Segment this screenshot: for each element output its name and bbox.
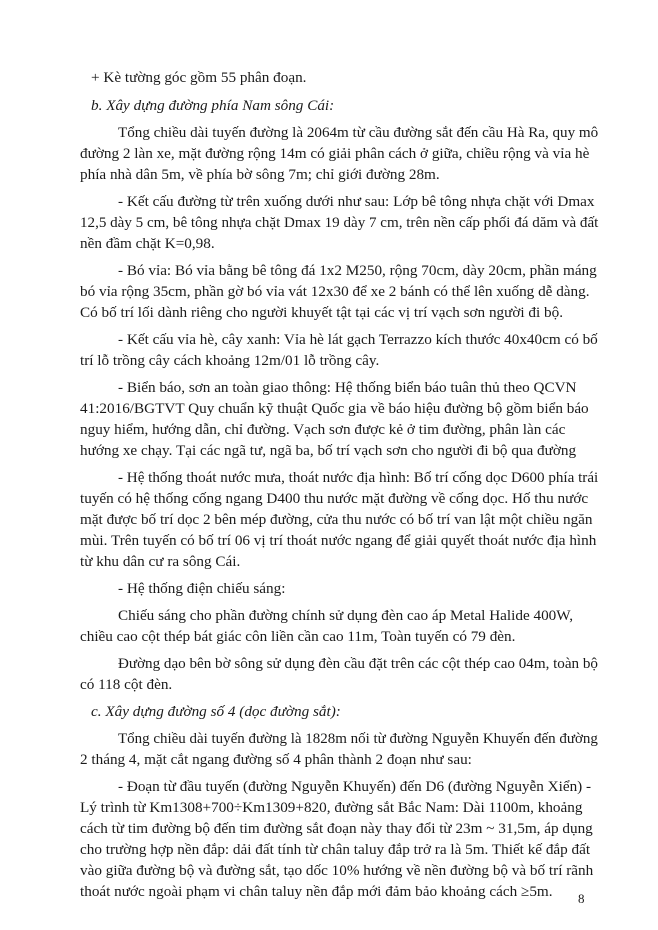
text-line: Có bố trí lối dành riêng cho người khuyết tật tại các vị trí vạch sơn người đi bộ. bbox=[80, 304, 564, 321]
text-line: hướng xe chạy. Tại các ngã tư, ngã ba, bố trí vạch sơn cho người đi bộ qua đường bbox=[80, 442, 577, 459]
text-line: 41:2016/BGTVT Quy chuẩn kỹ thuật Quốc gia về báo hiệu đường bộ gồm biển báo bbox=[80, 400, 589, 417]
section-heading: c. Xây dựng đường số 4 (dọc đường sắt): bbox=[91, 703, 341, 720]
text-line: chiều cao cột thép bát giác côn liền cần cao 11m, Toàn tuyến có 79 đèn. bbox=[80, 628, 516, 645]
text-line: mặt được bố trí dọc 2 bên mép đường, cửa thu nước có bố trí van lật một chiều ngăn bbox=[80, 511, 593, 528]
section-heading: b. Xây dựng đường phía Nam sông Cái: bbox=[91, 97, 335, 114]
text-line: có 118 cột đèn. bbox=[80, 676, 173, 693]
text-line: thoát nước ngoài phạm vi chân taluy nền đắp mới đảm bảo khoảng cách ≥5m. bbox=[80, 883, 553, 900]
text-line: đường 2 làn xe, mặt đường rộng 14m có giải phân cách ở giữa, chiều rộng và vỉa hè bbox=[80, 145, 590, 162]
text-line: - Kết cấu vỉa hè, cây xanh: Vỉa hè lát gạch Terrazzo kích thước 40x40cm có bố bbox=[118, 331, 598, 348]
text-line: phía nhà dân 5m, về phía bờ sông 7m; chỉ giới đường 28m. bbox=[80, 166, 440, 183]
text-line: Đường dạo bên bờ sông sử dụng đèn cầu đặt trên các cột thép cao 04m, toàn bộ bbox=[118, 655, 598, 672]
text-line: - Hệ thống điện chiếu sáng: bbox=[118, 580, 286, 597]
text-line: bó vỉa rộng 35cm, phần gờ bó vỉa vát 12x30 để xe 2 bánh có thể lên xuống dễ dàng. bbox=[80, 283, 590, 300]
text-line: 2 tháng 4, mặt cắt ngang đường số 4 phân thành 2 đoạn như sau: bbox=[80, 751, 472, 768]
page-number: 8 bbox=[578, 891, 585, 906]
text-line: cho trường hợp nền đắp: dải đất tính từ chân taluy đắp trở ra là 5m. Thiết kế đắp đất bbox=[80, 841, 591, 858]
text-line: vào giữa đường bộ và đường sắt, tạo dốc 10% hướng về nền đường bộ và bố trí rãnh bbox=[80, 862, 594, 879]
text-line: - Biển báo, sơn an toàn giao thông: Hệ thống biển báo tuân thủ theo QCVN bbox=[118, 379, 577, 396]
text-line: Chiếu sáng cho phần đường chính sử dụng đèn cao áp Metal Halide 400W, bbox=[118, 607, 573, 624]
text-line: Tổng chiều dài tuyến đường là 1828m nối từ đường Nguyễn Khuyến đến đường bbox=[118, 730, 598, 747]
text-line: cách từ tim đường bộ đến tim đường sắt đoạn này thay đổi từ 23m ~ 31,5m, áp dụng bbox=[80, 820, 593, 837]
text-line: + Kè tường góc gồm 55 phân đoạn. bbox=[91, 69, 307, 86]
text-line: - Hệ thống thoát nước mưa, thoát nước địa hình: Bố trí cống dọc D600 phía trái bbox=[118, 469, 599, 486]
text-line: Lý trình từ Km1308+700÷Km1309+820, đường sắt Bắc Nam: Dài 1100m, khoảng bbox=[80, 799, 583, 816]
text-line: tuyến có hệ thống cống ngang D400 thu nước mặt đường về cống dọc. Hố thu nước bbox=[80, 490, 589, 507]
text-line: 12,5 dày 5 cm, bê tông nhựa chặt Dmax 19 dày 7 cm, trên nền cấp phối đá dăm và đất bbox=[80, 214, 599, 231]
text-line: nền đầm chặt K=0,98. bbox=[80, 235, 215, 252]
text-line: Tổng chiều dài tuyến đường là 2064m từ cầu đường sắt đến cầu Hà Ra, quy mô bbox=[118, 124, 599, 141]
text-line: mùi. Trên tuyến có bố trí 06 vị trí thoát nước ngang để giải quyết thoát nước địa hình bbox=[80, 532, 597, 549]
text-line: - Đoạn từ đầu tuyến (đường Nguyễn Khuyến) đến D6 (đường Nguyễn Xiển) - bbox=[118, 778, 592, 795]
text-line: trí lỗ trồng cây cách khoảng 12m/01 lỗ trồng cây. bbox=[80, 352, 380, 369]
text-line: - Kết cấu đường từ trên xuống dưới như sau: Lớp bê tông nhựa chặt với Dmax bbox=[118, 193, 595, 210]
text-line: nguy hiểm, hướng dẫn, chỉ đường. Vạch sơn được kẻ ở tim đường, phân làn các bbox=[80, 421, 566, 438]
text-line: từ khu dân cư ra sông Cái. bbox=[80, 553, 241, 570]
text-line: - Bó vỉa: Bó vỉa bằng bê tông đá 1x2 M250, rộng 70cm, dày 20cm, phần máng bbox=[118, 262, 597, 279]
